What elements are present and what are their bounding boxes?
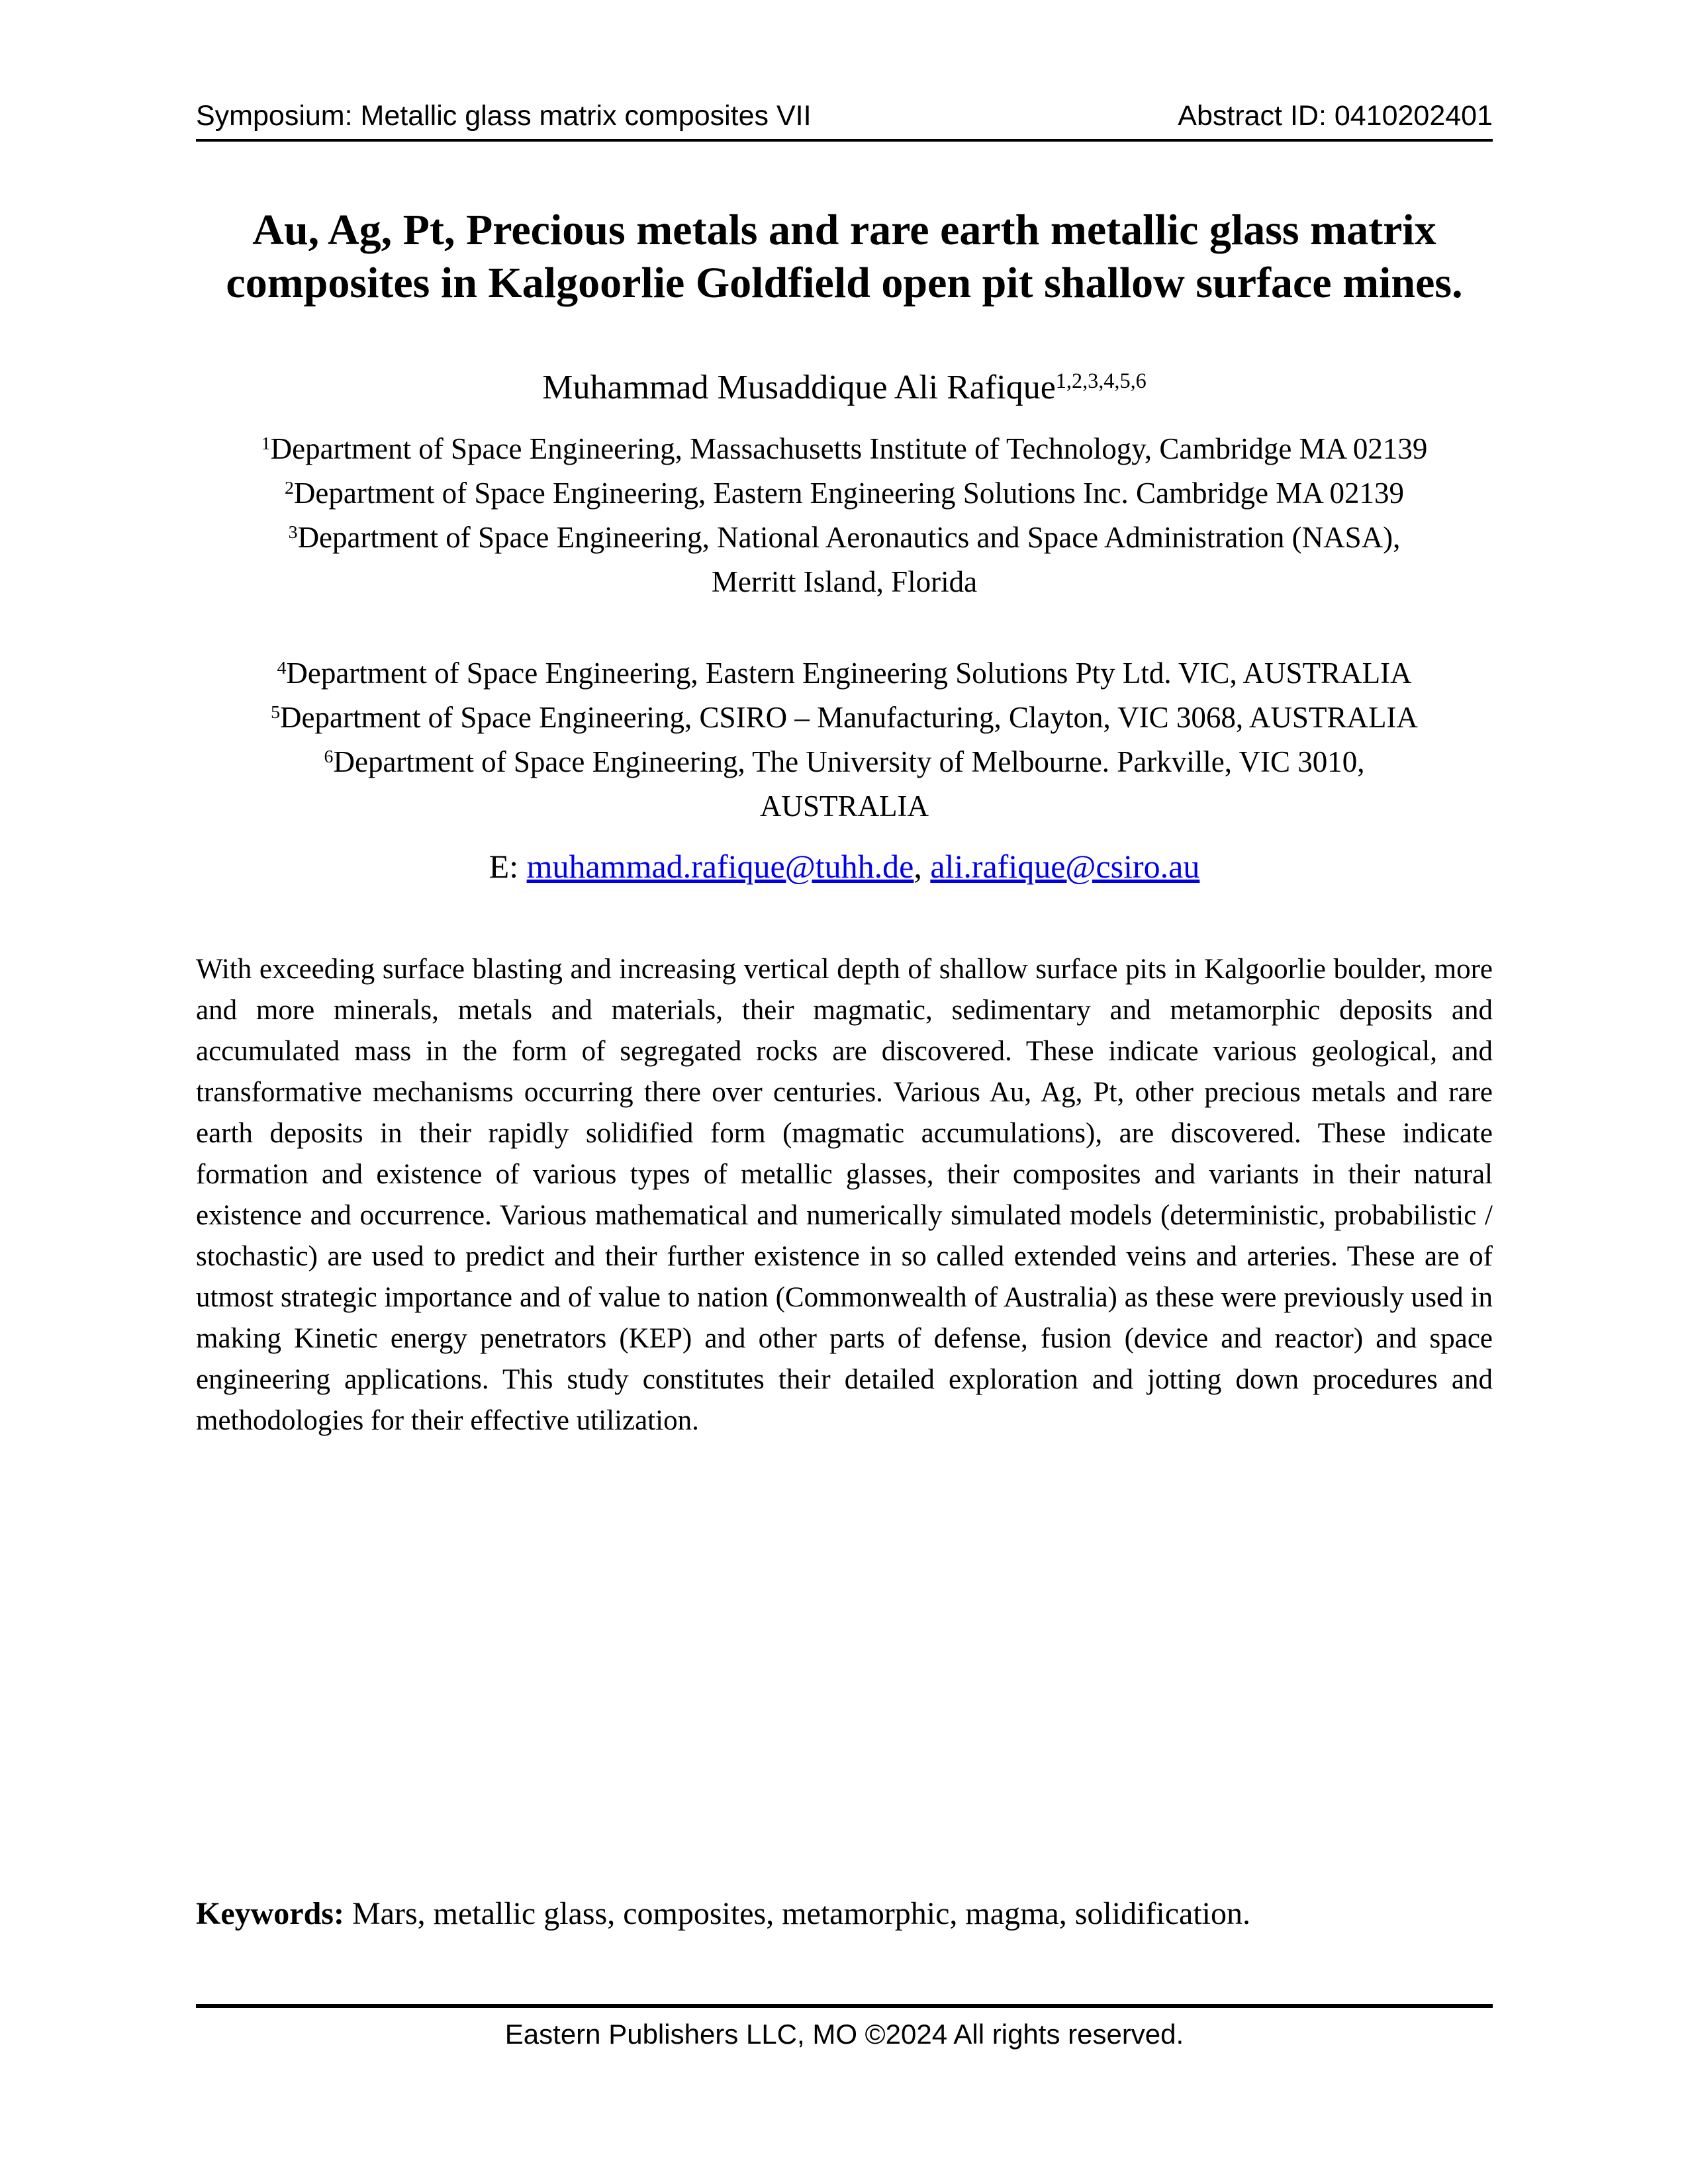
affiliation-superscript: 1 xyxy=(261,433,271,455)
affiliation-line-1 xyxy=(196,429,1493,473)
author-line xyxy=(196,368,1493,407)
affiliation-superscript: 6 xyxy=(324,747,334,768)
affiliation-superscript: 4 xyxy=(277,658,287,679)
email-prefix: E: xyxy=(489,848,527,885)
email-link-1[interactable]: muhammad.rafique@tuhh.de xyxy=(526,848,914,885)
email-link-2[interactable]: ali.rafique@csiro.au xyxy=(930,848,1200,885)
affiliation-line-2 xyxy=(196,473,1493,518)
email-line xyxy=(196,847,1493,886)
affiliation-text: Department of Space Engineering, The University of Melbourne. Parkville, VIC 3010, xyxy=(333,745,1365,778)
affiliation-superscript: 3 xyxy=(288,522,298,543)
affiliation-superscript: 5 xyxy=(271,702,281,723)
affiliation-line-3-continuation xyxy=(196,562,1493,602)
affiliation-line-5 xyxy=(196,698,1493,742)
affiliation-text: Merritt Island, Florida xyxy=(711,565,978,598)
affiliation-superscript: 2 xyxy=(284,478,294,499)
affiliation-text: Department of Space Engineering, Massachusetts Institute of Technology, Cambridge MA 02139 xyxy=(270,432,1428,465)
page-header xyxy=(196,99,1493,142)
affiliation-line-4 xyxy=(196,653,1493,698)
symposium-label: Symposium: Metallic glass matrix composites VII xyxy=(196,100,812,132)
affiliation-text: Department of Space Engineering, National Aeronautics and Space Administration (NASA), xyxy=(297,521,1401,554)
affiliation-line-6 xyxy=(196,742,1493,786)
affiliation-text: Department of Space Engineering, CSIRO – Manufacturing, Clayton, VIC 3068, AUSTRALIA xyxy=(280,701,1418,734)
abstract-paragraph: With exceeding surface blasting and increasing vertical depth of shallow surface pits in Kalgoorlie boulder, more and more minerals, metals and materials, their magmatic, sedimentary and metamorphic deposits and accumulated mass in the form of segregated rocks are discovered. These indicate various geological, and transformative mechanisms occurring there over centuries. Various Au, Ag, Pt, other precious metals and rare earth deposits in their rapidly solidified form (magmatic accumulations), are discovered. These indicate formation and existence of various types of metallic glasses, their composites and variants in their natural existence and occurrence. Various mathematical and numerically simulated models (deterministic, probabilistic / stochastic) are used to predict and their further existence in so called extended veins and arteries. These are of utmost strategic importance and of value to nation (Commonwealth of Australia) as these were previously used in making Kinetic energy penetrators (KEP) and other parts of defense, fusion (device and reactor) and space engineering applications. This study constitutes their detailed exploration and jotting down procedures and methodologies for their effective utilization. xyxy=(196,954,1493,1436)
paper-title xyxy=(196,204,1493,310)
keywords-label: Keywords: xyxy=(196,1896,344,1931)
affiliation-text: AUSTRALIA xyxy=(760,790,929,823)
affiliation-line-6-continuation xyxy=(196,786,1493,826)
affiliation-line-3 xyxy=(196,518,1493,562)
paper-title-line-2: composites in Kalgoorlie Goldfield open pit shallow surface mines. xyxy=(226,259,1463,307)
keywords-text: Mars, metallic glass, composites, metamorphic, magma, solidification. xyxy=(344,1896,1250,1931)
affiliation-text: Department of Space Engineering, Eastern Engineering Solutions Pty Ltd. VIC, AUSTRALIA xyxy=(286,657,1412,690)
affiliation-text: Department of Space Engineering, Eastern Engineering Solutions Inc. Cambridge MA 02139 xyxy=(293,477,1405,510)
paper-title-line-1: Au, Ag, Pt, Precious metals and rare earth metallic glass matrix xyxy=(252,206,1436,254)
author-name: Muhammad Musaddique Ali Rafique xyxy=(542,369,1056,406)
author-affiliation-superscript: 1,2,3,4,5,6 xyxy=(1055,368,1147,392)
publisher-copyright: Eastern Publishers LLC, MO ©2024 All rights reserved. xyxy=(504,2019,1184,2050)
abstract-id-label: Abstract ID: 0410202401 xyxy=(1178,100,1493,132)
keywords-line xyxy=(196,1895,1493,1932)
page-footer xyxy=(196,2004,1493,2050)
affiliation-group-2 xyxy=(196,653,1493,826)
email-separator: , xyxy=(914,848,931,885)
affiliation-group-1 xyxy=(196,429,1493,602)
affiliations-block xyxy=(196,429,1493,826)
